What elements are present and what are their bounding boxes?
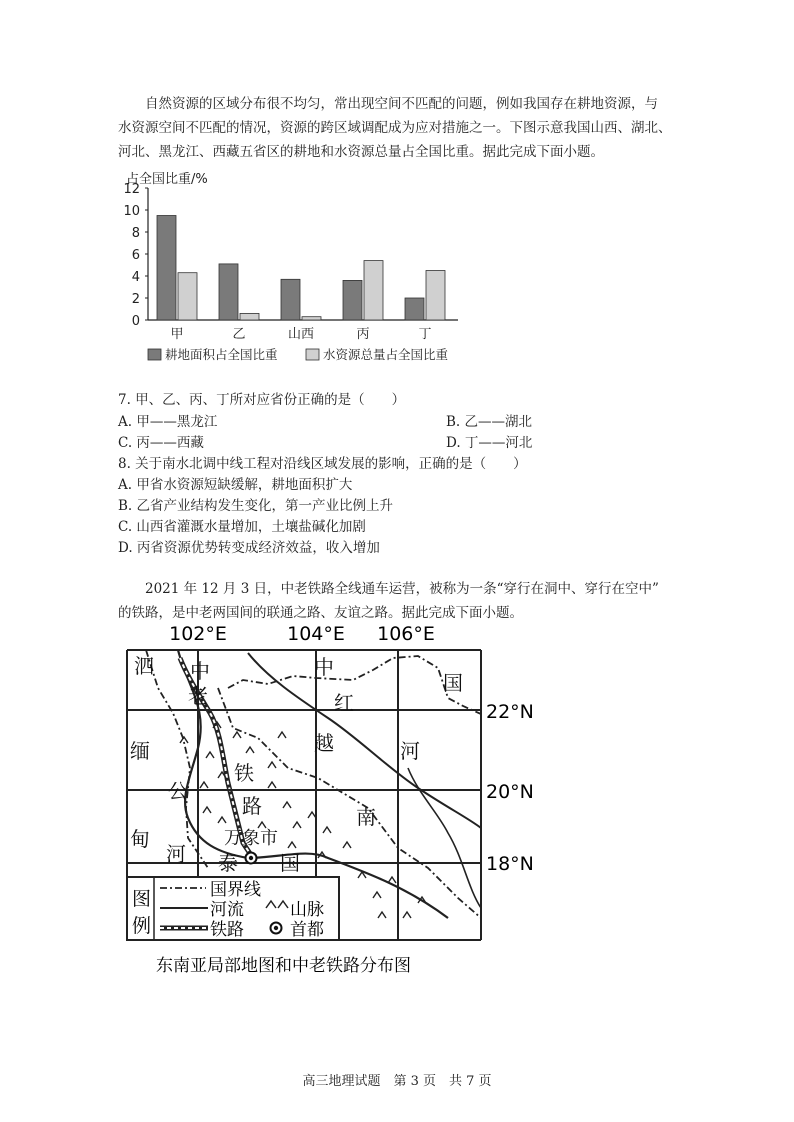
x-tick-label: 丙 <box>356 327 370 342</box>
label-guo1: 国 <box>443 671 463 695</box>
bar-cropland-0 <box>157 216 176 321</box>
q8-option-d: D. 丙省资源优势转变成经济效益，收入增加 <box>118 540 380 556</box>
intro1-line2: 水资源空间不匹配的情况，资源的跨区域调配成为应对措施之一。下图示意我国山西、湖北、 <box>118 120 672 136</box>
label-wanxiang: 万象市 <box>224 828 278 849</box>
legend-mountain: 山脉 <box>290 900 324 920</box>
bar-cropland-3 <box>343 280 362 320</box>
x-tick-label: 乙 <box>232 327 246 342</box>
mountain-symbol <box>403 912 411 918</box>
bar-water-3 <box>364 261 383 320</box>
x-tick-label: 丁 <box>418 327 432 342</box>
mountain-symbol <box>343 842 351 848</box>
label-nan: 南 <box>356 805 376 829</box>
lon-label-102: 102°E <box>169 623 227 645</box>
map-caption: 东南亚局部地图和中老铁路分布图 <box>156 956 411 976</box>
label-lu: 路 <box>242 794 262 818</box>
y-tick-label: 4 <box>131 270 140 285</box>
mountain-symbol <box>373 892 381 898</box>
bar-chart <box>118 168 478 373</box>
label-gong: 公 <box>168 779 188 803</box>
mountain-symbol <box>246 747 254 753</box>
mountain-symbol <box>203 807 211 813</box>
q7-option-b: B. 乙——湖北 <box>446 414 533 430</box>
mountain-symbol <box>293 822 301 828</box>
legend-swatch <box>148 349 161 360</box>
mountain-symbol <box>283 802 291 808</box>
mountain-symbol <box>323 827 331 833</box>
page-footer: 高三地理试题 第 3 页 共 7 页 <box>302 1074 492 1089</box>
label-he2: 河 <box>166 842 186 866</box>
bar-water-2 <box>302 317 321 320</box>
label-dian: 甸 <box>130 827 150 851</box>
label-mian: 缅 <box>130 739 150 763</box>
bar-water-4 <box>426 271 445 321</box>
intro-paragraph-1 <box>118 92 678 164</box>
label-yue: 越 <box>314 731 334 755</box>
mountain-symbol <box>288 842 296 848</box>
label-si: 泗 <box>134 654 154 678</box>
intro2-line2: 的铁路，是中老两国间的联通之路、友谊之路。据此完成下面小题。 <box>118 605 523 621</box>
lat-label-20: 20°N <box>486 781 534 803</box>
mountain-symbol <box>388 877 396 883</box>
label-tie: 铁 <box>234 761 254 785</box>
bar-cropland-2 <box>281 279 300 320</box>
lat-label-22: 22°N <box>486 701 534 723</box>
q8-option-b: B. 乙省产业结构发生变化，第一产业比例上升 <box>118 498 394 514</box>
label-lao: 老 <box>188 684 208 708</box>
label-zhong2: 中 <box>314 655 334 679</box>
bar-cropland-4 <box>405 298 424 320</box>
lon-label-104: 104°E <box>287 623 345 645</box>
legend-border: 国界线 <box>210 880 261 900</box>
label-tai: 泰 <box>218 851 238 875</box>
mountain-symbol <box>308 812 316 818</box>
mountain-symbol <box>233 732 241 738</box>
legend-label: 水资源总量占全国比重 <box>323 347 449 362</box>
chart-ylabel: 占全国比重/% <box>126 172 208 187</box>
q8-option-a: A. 甲省水资源短缺缓解，耕地面积扩大 <box>118 477 353 493</box>
legend-swatch <box>306 349 319 360</box>
q7-stem: 7. 甲、乙、丙、丁所对应省份正确的是（ ） <box>118 392 406 408</box>
label-hong: 红 <box>334 691 354 715</box>
y-tick-label: 6 <box>131 248 140 263</box>
southeast-asia-map <box>118 618 558 978</box>
mountain-symbol <box>278 732 286 738</box>
mountain-symbol <box>378 912 386 918</box>
y-tick-label: 8 <box>131 226 140 241</box>
intro1-line1: 自然资源的区域分布很不均匀，常出现空间不匹配的问题，例如我国存在耕地资源，与 <box>118 96 658 112</box>
mountain-symbol <box>268 762 276 768</box>
legend-li: 例 <box>132 915 152 937</box>
legend-river: 河流 <box>210 900 244 920</box>
mountain-symbol <box>268 782 276 788</box>
q7-option-a: A. 甲——黑龙江 <box>118 414 218 430</box>
legend-label: 耕地面积占全国比重 <box>165 347 278 362</box>
bar-cropland-1 <box>219 264 238 320</box>
mountain-symbol <box>218 817 226 823</box>
mountain-symbol <box>200 782 208 788</box>
lat-label-18: 18°N <box>486 853 534 875</box>
q8-option-c: C. 山西省灌溉水量增加，土壤盐碱化加剧 <box>118 519 366 535</box>
q7-option-d: D. 丁——河北 <box>446 435 533 451</box>
y-tick-label: 2 <box>131 292 140 307</box>
label-he1: 河 <box>400 739 420 763</box>
q7-option-c: C. 丙——西藏 <box>118 435 204 451</box>
x-tick-label: 甲 <box>170 327 184 342</box>
bar-water-0 <box>178 273 197 320</box>
y-tick-label: 12 <box>123 182 140 197</box>
x-tick-label: 山西 <box>287 327 315 342</box>
intro2-line1: 2021 年 12 月 3 日，中老铁路全线通车运营，被称为一条“穿行在洞中、穿行在空中” <box>118 581 659 597</box>
y-tick-label: 10 <box>123 204 140 219</box>
q8-stem: 8. 关于南水北调中线工程对沿线区域发展的影响，正确的是（ ） <box>118 456 527 472</box>
legend-capital: 首都 <box>290 920 324 940</box>
mountain-symbol <box>206 752 214 758</box>
bar-water-1 <box>240 313 259 320</box>
intro1-line3: 河北、黑龙江、西藏五省区的耕地和水资源总量占全国比重。据此完成下面小题。 <box>118 144 604 160</box>
legend-railway: 铁路 <box>210 920 244 940</box>
legend-tu: 图 <box>132 888 152 910</box>
y-tick-label: 0 <box>131 314 140 329</box>
label-guo2: 国 <box>280 851 300 875</box>
lon-label-106: 106°E <box>377 623 435 645</box>
label-zhong1: 中 <box>190 659 210 683</box>
